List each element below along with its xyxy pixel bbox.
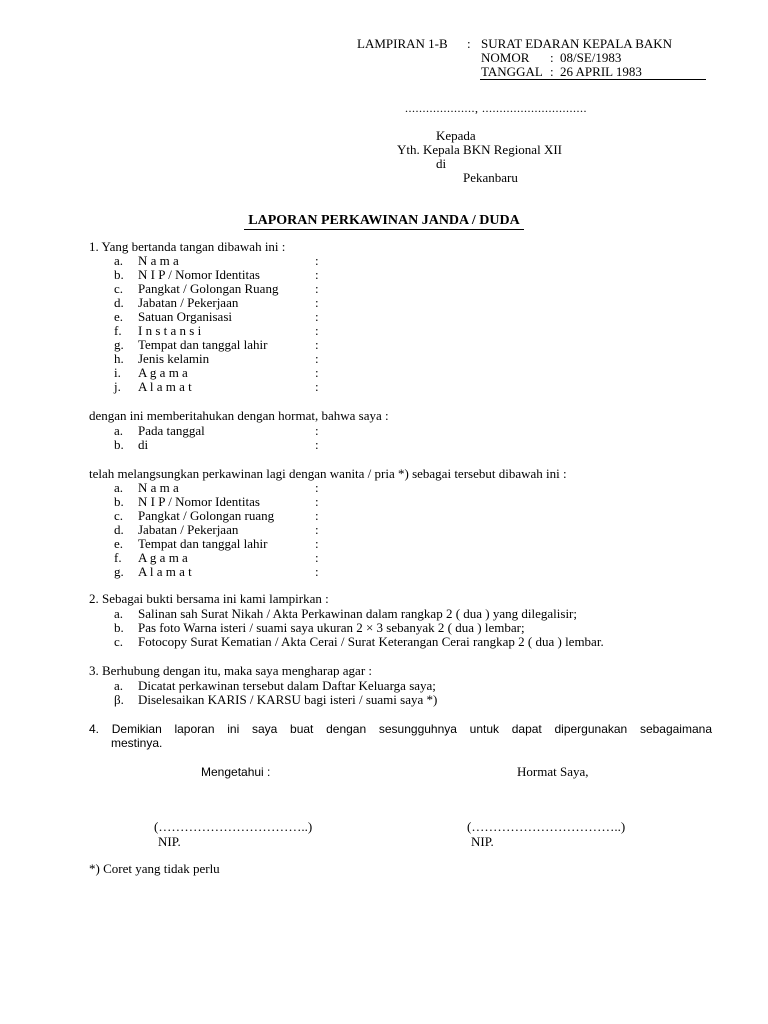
list-item-label: Pangkat / Golongan ruang [138,508,275,523]
list-item-label: Jabatan / Pekerjaan [138,522,239,537]
section4-paragraph [89,722,712,750]
document-title-text: LAPORAN PERKAWINAN JANDA / DUDA [244,213,523,230]
section4-line2: mestinya. [111,736,163,750]
section3-intro: 3. Berhubung dengan itu, maka saya mengharap agar : [89,663,373,678]
list-item-marker: g. [114,564,124,579]
list-item-label: I n s t a n s i [138,323,202,338]
list-item-label: N a m a [138,480,179,495]
list-item-marker: d. [114,295,124,310]
list-item-marker: b. [114,437,124,452]
list-item-colon: : [315,309,319,324]
list-item-marker: e. [114,536,124,551]
list-item-colon: : [315,536,319,551]
document-title [0,214,768,228]
list-item-marker: b. [114,494,124,509]
list-item-colon: : [315,437,319,452]
list-item-colon: : [315,295,319,310]
list-item-label: N I P / Nomor Identitas [138,267,260,282]
list-item-colon: : [315,253,319,268]
signature-left-nip: NIP. [158,834,181,849]
address-di: di [436,156,447,171]
list-item-colon: : [315,494,319,509]
married-text: telah melangsungkan perkawinan lagi dengan wanita / pria *) sebagai tersebut dibawah ini : [89,466,567,481]
list-item-marker: β. [114,692,124,707]
list-item-marker: a. [114,480,124,495]
list-item-marker: h. [114,351,124,366]
list-item-label: Jenis kelamin [138,351,210,366]
header-underline [480,79,706,80]
signature-left-name-blank: (……………………………..) [154,819,313,834]
place-date-blank: ...................., .............................. [405,101,587,115]
signature-right-nip: NIP. [471,834,494,849]
list-item-label: Dicatat perkawinan tersebut dalam Daftar Keluarga saya; [138,678,436,693]
list-item-label: Salinan sah Surat Nikah / Akta Perkawinan dalam rangkap 2 ( dua ) yang dilegalisir; [138,606,577,621]
list-item-label: Pangkat / Golongan Ruang [138,281,279,296]
list-item-label: Tempat dan tanggal lahir [138,337,268,352]
address-city: Pekanbaru [463,170,518,185]
list-item-colon: : [315,564,319,579]
list-item-colon: : [315,351,319,366]
list-item-marker: g. [114,337,124,352]
list-item-colon: : [315,379,319,394]
list-item-marker: e. [114,309,124,324]
list-item-marker: f. [114,550,122,565]
list-item-colon: : [315,550,319,565]
list-item-marker: j. [114,379,121,394]
nomor-colon: : [550,50,554,65]
list-item-marker: d. [114,522,124,537]
lampiran-value: SURAT EDARAN KEPALA BAKN [481,36,673,51]
section1-intro: 1. Yang bertanda tangan dibawah ini : [89,239,286,254]
list-item-colon: : [315,522,319,537]
list-item-colon: : [315,267,319,282]
list-item-label: Pada tanggal [138,423,205,438]
list-item-colon: : [315,281,319,296]
list-item-colon: : [315,337,319,352]
notify-text: dengan ini memberitahukan dengan hormat, bahwa saya : [89,408,389,423]
tanggal-value: 26 APRIL 1983 [560,64,642,79]
list-item-marker: i. [114,365,121,380]
list-item-marker: c. [114,634,124,649]
list-item-marker: c. [114,281,124,296]
list-item-colon: : [315,365,319,380]
list-item-label: Fotocopy Surat Kematian / Akta Cerai / Surat Keterangan Cerai rangkap 2 ( dua ) lembar. [138,634,604,649]
list-item-label: N a m a [138,253,179,268]
list-item-marker: f. [114,323,122,338]
list-item-label: Pas foto Warna isteri / suami saya ukuran 2 × 3 sebanyak 2 ( dua ) lembar; [138,620,525,635]
signature-left-label: Mengetahui : [201,765,271,779]
list-item-marker: a. [114,253,124,268]
list-item-label: Jabatan / Pekerjaan [138,295,239,310]
list-item-label: Diselesaikan KARIS / KARSU bagi isteri / suami saya *) [138,692,438,707]
list-item-marker: b. [114,267,124,282]
nomor-label: NOMOR [481,50,530,65]
list-item-label: A g a m a [138,365,188,380]
list-item-label: A l a m a t [138,564,192,579]
address-recipient: Yth. Kepala BKN Regional XII [397,142,562,157]
list-item-marker: b. [114,620,124,635]
footnote: *) Coret yang tidak perlu [89,861,220,876]
list-item-marker: a. [114,606,124,621]
lampiran-colon: : [467,36,471,51]
nomor-value: 08/SE/1983 [560,50,622,65]
list-item-colon: : [315,323,319,338]
section4-line1: 4. Demikian laporan ini saya buat dengan sesungguhnya untuk dapat dipergunakan sebagaimana [89,722,712,736]
tanggal-colon: : [550,64,554,79]
section2-intro: 2. Sebagai bukti bersama ini kami lampirkan : [89,591,329,606]
address-to: Kepada [436,128,476,143]
recipient-address [397,129,562,185]
list-item-marker: a. [114,423,124,438]
list-item-colon: : [315,423,319,438]
list-item-label: A l a m a t [138,379,192,394]
signature-right-label: Hormat Saya, [517,764,589,779]
list-item-colon: : [315,480,319,495]
list-item-colon: : [315,508,319,523]
list-item-label: di [138,437,149,452]
list-item-marker: c. [114,508,124,523]
list-item-label: Tempat dan tanggal lahir [138,536,268,551]
list-item-label: N I P / Nomor Identitas [138,494,260,509]
list-item-label: A g a m a [138,550,188,565]
lampiran-label: LAMPIRAN 1-B [357,36,448,51]
signature-right-name-blank: (……………………………..) [467,819,626,834]
list-item-label: Satuan Organisasi [138,309,232,324]
list-item-marker: a. [114,678,124,693]
tanggal-label: TANGGAL [481,64,543,79]
